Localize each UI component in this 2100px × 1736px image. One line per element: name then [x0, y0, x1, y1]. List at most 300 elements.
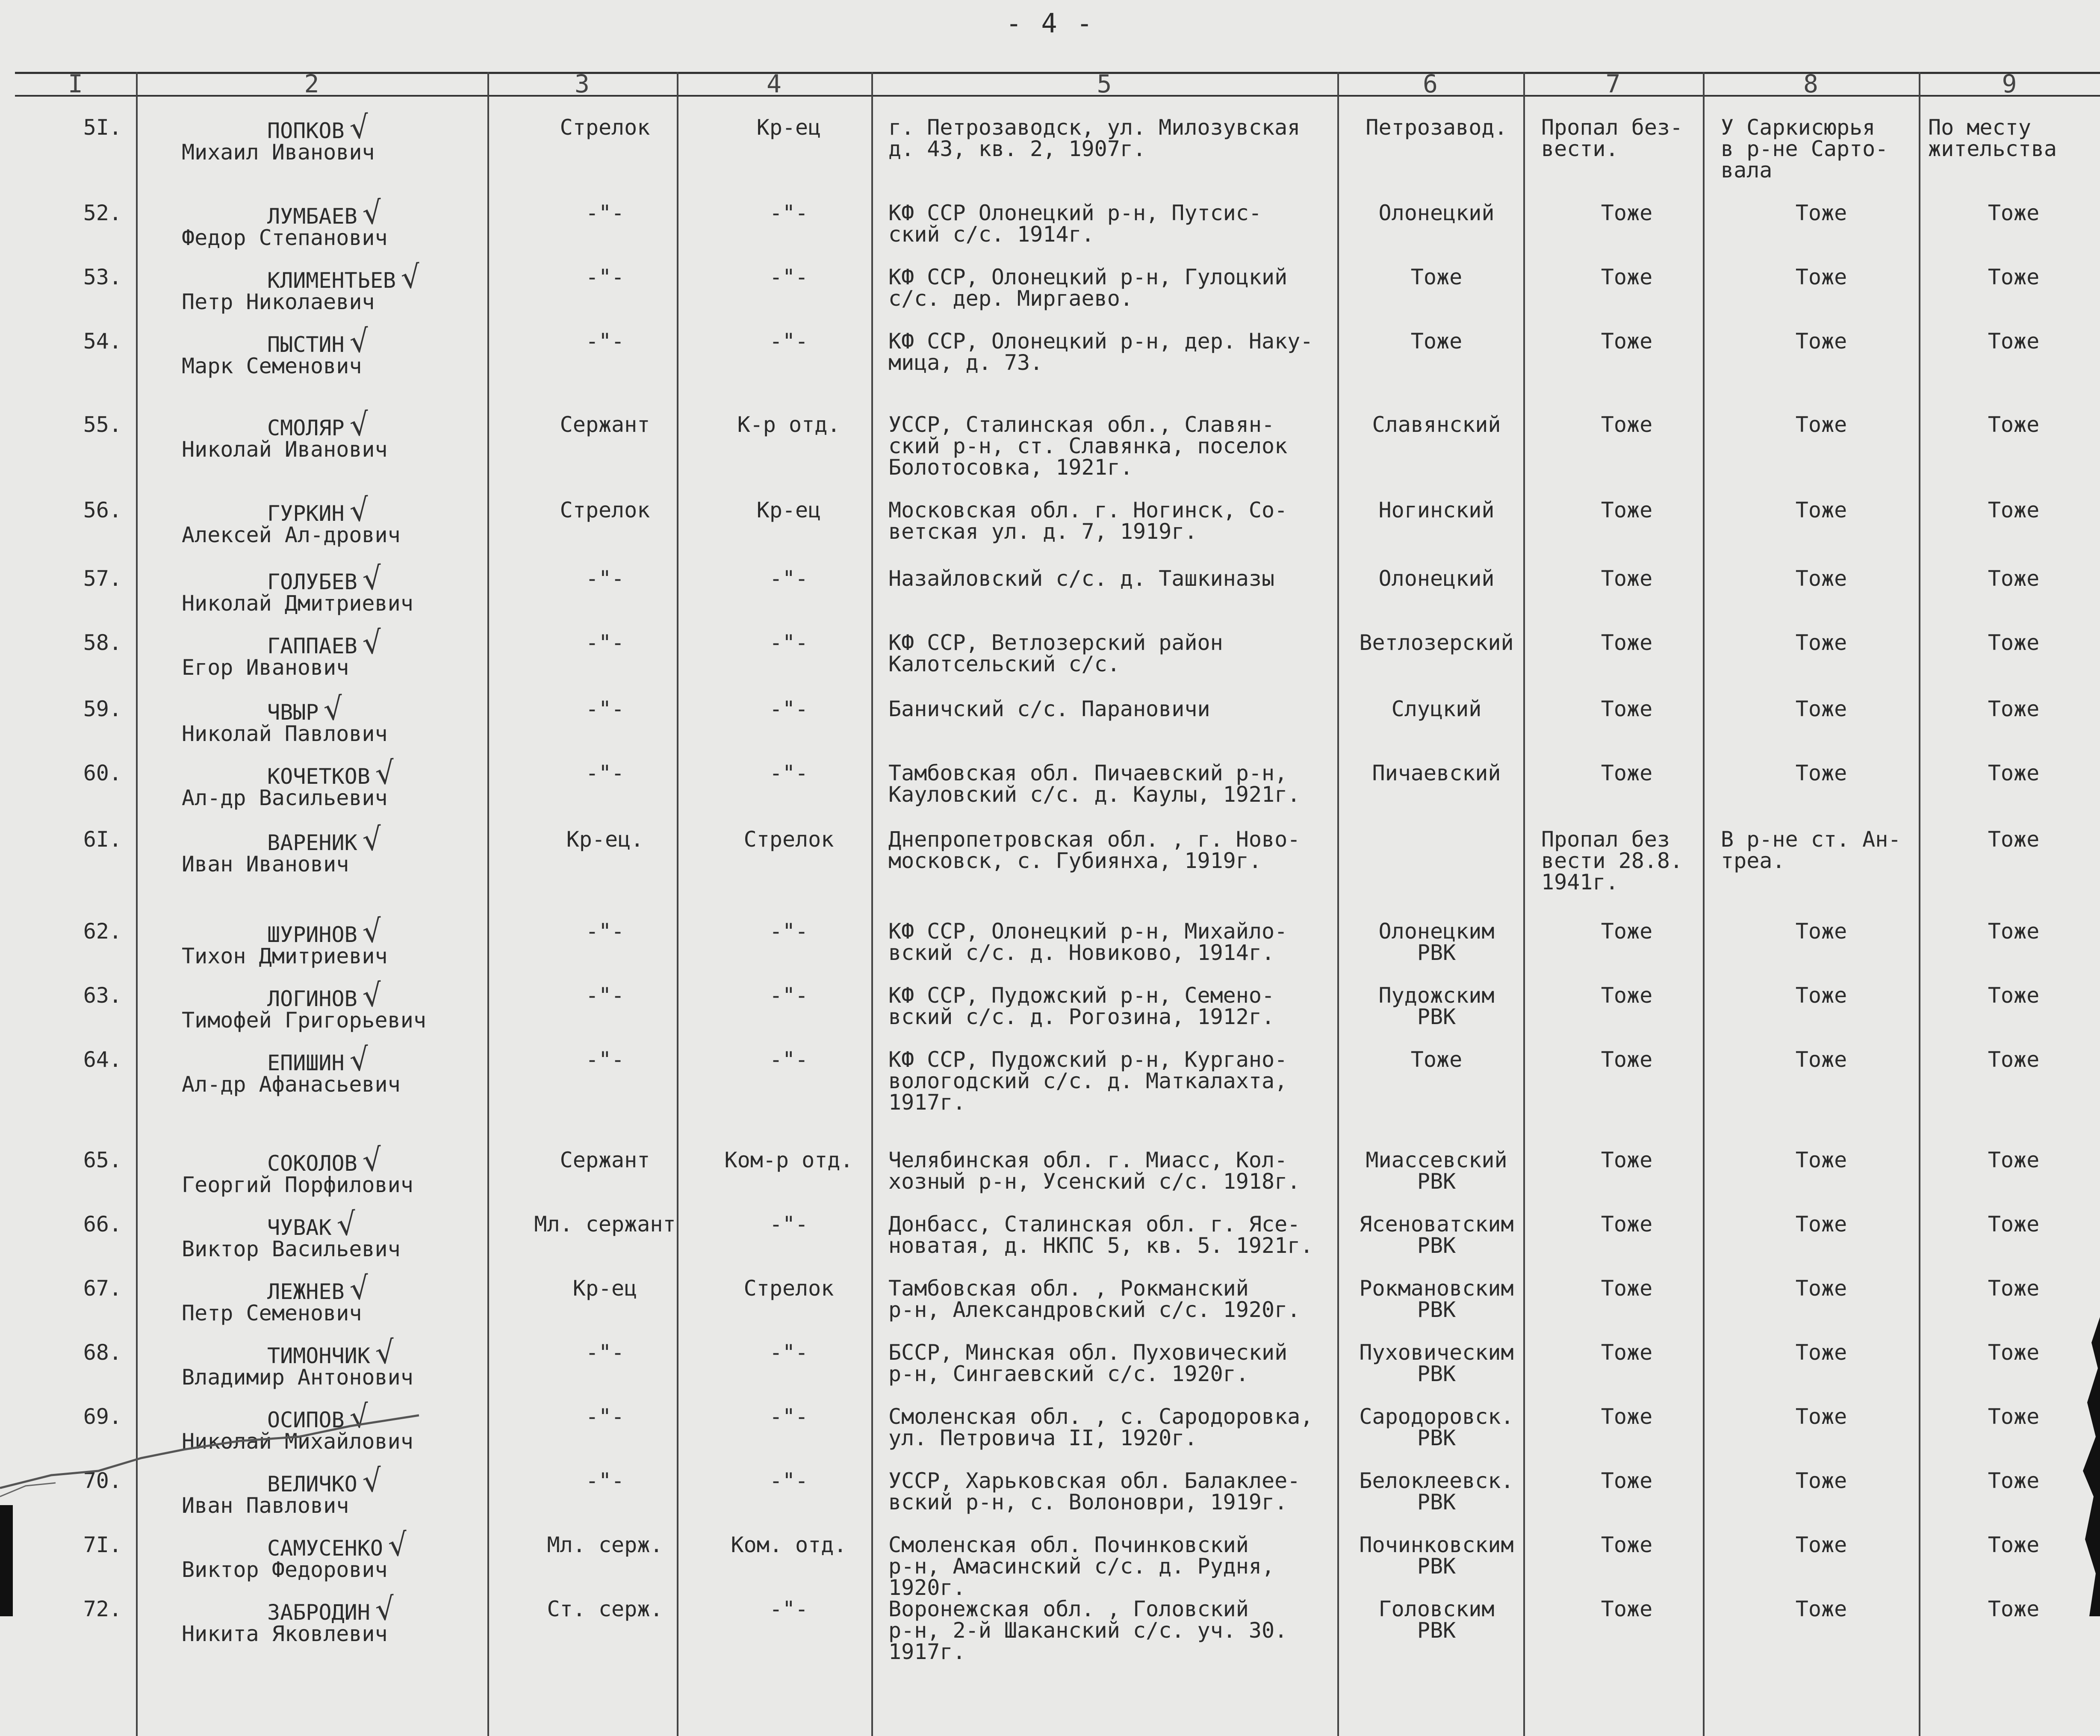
rank: -"- [585, 761, 625, 785]
notification [1928, 698, 2099, 720]
address [888, 698, 1331, 720]
position: -"- [769, 630, 808, 655]
text-line: Тоже [1795, 1212, 1847, 1237]
text-line: вологодский с/с. д. Маткалахта, [888, 1069, 1288, 1093]
text-line: Пичаевский [1372, 761, 1501, 785]
address [888, 499, 1331, 542]
surname [182, 912, 502, 951]
notification [1928, 331, 2099, 352]
text-line: Тоже [1795, 1532, 1847, 1557]
row-number: 59. [83, 697, 122, 721]
address [888, 331, 1331, 373]
surname-text: ЗАБРОДИН [267, 1600, 370, 1625]
text-line: Тоже [1988, 1468, 2040, 1493]
text-line: Тоже [1988, 566, 2040, 591]
column-divider [1337, 72, 1339, 1736]
text-line: Тоже [1601, 630, 1653, 655]
given-name: Георгий Порфилович [182, 1172, 413, 1197]
surname-text: САМУСЕНКО [267, 1536, 383, 1561]
text-line: Тоже [1795, 1340, 1847, 1365]
text-line: р-н, Амасинский с/с. д. Рудня, [888, 1554, 1275, 1579]
status [1541, 331, 1712, 352]
location-missing [1721, 1049, 1922, 1070]
status [1541, 266, 1712, 288]
text-line: Тоже [1988, 1597, 2040, 1621]
surname-text: КЛИМЕНТЬЕВ [267, 268, 396, 293]
text-line: Тоже [1795, 1148, 1847, 1172]
text-line: Тоже [1410, 1047, 1463, 1072]
location-missing [1721, 202, 1922, 224]
row-number: 53. [83, 265, 122, 289]
draft-office [1345, 202, 1528, 224]
notification [1928, 1049, 2099, 1070]
notification [1928, 1534, 2099, 1556]
surname [182, 1333, 502, 1372]
text-line: Пропал без- [1541, 115, 1683, 140]
location-missing [1721, 762, 1922, 784]
person-name [182, 559, 502, 616]
surname-text: ВЕЛИЧКО [267, 1472, 357, 1497]
position: -"- [769, 201, 808, 225]
text-line: Тоже [1988, 1047, 2040, 1072]
surname-text: ЧВЫР [267, 700, 319, 725]
text-line: Тоже [1795, 697, 1847, 721]
location-missing [1721, 1534, 1922, 1556]
rank: -"- [585, 329, 625, 354]
position: Ком-р отд. [724, 1148, 853, 1172]
address [888, 1534, 1331, 1598]
row-number: 52. [83, 201, 122, 225]
text-line: Тоже [1601, 1532, 1653, 1557]
text-line: РВК [1417, 1233, 1456, 1258]
location-missing [1721, 499, 1922, 521]
given-name: Ал-др Афанасьевич [182, 1072, 401, 1097]
status [1541, 1470, 1712, 1491]
text-line: КФ ССР Олонецкий р-н, Путсис- [888, 201, 1262, 225]
text-line: Калотсельский с/с. [888, 652, 1120, 676]
person-name [182, 1333, 502, 1390]
surname [182, 976, 502, 1015]
status [1541, 1213, 1712, 1235]
notification [1928, 632, 2099, 653]
checkmark-icon: √ [360, 623, 384, 662]
address [888, 1342, 1331, 1385]
status [1541, 1534, 1712, 1556]
text-line: с/с. дер. Миргаево. [888, 286, 1133, 311]
rank: -"- [585, 1404, 625, 1429]
position: -"- [769, 983, 808, 1008]
draft-office [1345, 331, 1528, 352]
text-line: вести. [1541, 136, 1619, 161]
column-number: 3 [575, 69, 590, 98]
surname-text: СМОЛЯР [267, 416, 345, 440]
position: -"- [769, 1597, 808, 1621]
draft-office [1345, 1278, 1528, 1320]
checkmark-icon: √ [360, 976, 384, 1015]
status [1541, 1342, 1712, 1363]
text-line: Тоже [1795, 1047, 1847, 1072]
location-missing [1721, 568, 1922, 589]
text-line: РВК [1417, 1169, 1456, 1194]
text-line: р-н, Александровский с/с. 1920г. [888, 1297, 1301, 1322]
draft-office [1345, 568, 1528, 589]
text-line: Ветлозерский [1359, 630, 1514, 655]
notification [1928, 117, 2099, 159]
text-line: Донбасс, Сталинская обл. г. Ясе- [888, 1212, 1301, 1237]
notification [1928, 499, 2099, 521]
text-line: Тоже [1988, 201, 2040, 225]
surname [182, 820, 502, 859]
text-line: Тоже [1601, 1340, 1653, 1365]
checkmark-icon: √ [386, 1526, 410, 1564]
draft-office [1345, 1342, 1528, 1385]
status [1541, 1149, 1712, 1171]
rank: -"- [585, 919, 625, 944]
position: Ком. отд. [731, 1532, 847, 1557]
column-number: 6 [1423, 69, 1438, 98]
rank: Сержант [560, 1148, 650, 1172]
row-number: 5I. [83, 115, 122, 140]
surname [182, 1269, 502, 1308]
text-line: Тоже [1601, 761, 1653, 785]
text-line: Тоже [1988, 412, 2040, 437]
row-number: 63. [83, 983, 122, 1008]
text-line: РВК [1417, 1361, 1456, 1386]
column-number: 2 [304, 69, 319, 98]
address [888, 1278, 1331, 1320]
text-line: РВК [1417, 1004, 1456, 1029]
address [888, 1213, 1331, 1256]
surname [182, 322, 502, 360]
draft-office [1345, 1470, 1528, 1513]
notification [1928, 1213, 2099, 1235]
status [1541, 921, 1712, 942]
text-line: Миассевский [1366, 1148, 1507, 1172]
surname-text: ТИМОНЧИК [267, 1343, 370, 1368]
text-line: Тоже [1601, 1047, 1653, 1072]
notification [1928, 1598, 2099, 1620]
text-line: хозный р-н, Усенский с/с. 1918г. [888, 1169, 1301, 1194]
status [1541, 1598, 1712, 1620]
surname [182, 559, 502, 598]
row-number: 6I. [83, 827, 122, 852]
text-line: Тоже [1988, 1404, 2040, 1429]
text-line: Тоже [1601, 983, 1653, 1008]
position: -"- [769, 1047, 808, 1072]
surname-text: ГАППАЕВ [267, 634, 357, 658]
draft-office [1345, 414, 1528, 435]
given-name: Виктор Федорович [182, 1557, 388, 1582]
notification [1928, 1406, 2099, 1427]
position: -"- [769, 919, 808, 944]
surname [182, 194, 502, 232]
surname [182, 405, 502, 444]
given-name: Егор Иванович [182, 655, 349, 680]
surname [182, 1590, 502, 1628]
person-name [182, 1141, 502, 1197]
notification [1928, 414, 2099, 435]
text-line: Московская обл. г. Ногинск, Со- [888, 498, 1288, 523]
column-number: I [68, 69, 83, 98]
text-line: Тоже [1795, 566, 1847, 591]
location-missing [1721, 698, 1922, 720]
position: -"- [769, 1340, 808, 1365]
text-line: Ногинский [1378, 498, 1495, 523]
column-number: 7 [1605, 69, 1621, 98]
rank: -"- [585, 265, 625, 289]
person-name [182, 1526, 502, 1582]
status [1541, 1278, 1712, 1299]
checkmark-icon: √ [335, 1205, 358, 1243]
text-line: Тоже [1601, 201, 1653, 225]
status [1541, 568, 1712, 589]
text-line: Тоже [1795, 265, 1847, 289]
position: -"- [769, 329, 808, 354]
row-number: 72. [83, 1597, 122, 1621]
person-name [182, 1205, 502, 1261]
text-line: р-н, 2-й Шаканский с/с. уч. 30. [888, 1618, 1288, 1643]
text-line: Тоже [1601, 1404, 1653, 1429]
location-missing [1721, 331, 1922, 352]
text-line: КФ ССР, Пудожский р-н, Семено- [888, 983, 1275, 1008]
draft-office [1345, 698, 1528, 720]
person-name [182, 405, 502, 462]
text-line: КФ ССР, Олонецкий р-н, Михайло- [888, 919, 1288, 944]
text-line: Слуцкий [1391, 697, 1482, 721]
rank: Стрелок [560, 115, 650, 140]
notification [1928, 202, 2099, 224]
given-name: Владимир Антонович [182, 1365, 413, 1390]
given-name: Марк Семенович [182, 354, 362, 378]
position: Стрелок [743, 1276, 834, 1301]
text-line: московск, с. Губиянха, 1919г. [888, 848, 1262, 873]
text-line: У Саркисюрья [1721, 115, 1876, 140]
given-name: Виктор Васильевич [182, 1237, 401, 1261]
column-number: 9 [2002, 69, 2017, 98]
person-name [182, 754, 502, 810]
row-number: 60. [83, 761, 122, 785]
text-line: Тоже [1601, 1597, 1653, 1621]
draft-office [1345, 1406, 1528, 1449]
given-name: Ал-др Васильевич [182, 785, 388, 810]
address [888, 1598, 1331, 1662]
location-missing [1721, 1598, 1922, 1620]
text-line: ветская ул. д. 7, 1919г. [888, 519, 1197, 544]
text-line: Тоже [1795, 1468, 1847, 1493]
address [888, 1049, 1331, 1113]
text-line: Тоже [1601, 1148, 1653, 1172]
text-line: мица, д. 73. [888, 350, 1043, 375]
position: -"- [769, 1468, 808, 1493]
text-line: Тамбовская обл. , Рокманский [888, 1276, 1249, 1301]
checkmark-icon: √ [348, 108, 371, 147]
text-line: вести 28.8. [1541, 848, 1683, 873]
rank: Кр-ец [572, 1276, 637, 1301]
position: Стрелок [743, 827, 834, 852]
text-line: в р-не Сарто- [1721, 136, 1888, 161]
text-line: Тоже [1988, 265, 2040, 289]
text-line: ский р-н, ст. Славянка, поселок [888, 434, 1288, 458]
surname-text: ГУРКИН [267, 501, 345, 526]
text-line: Пуховическим [1359, 1340, 1514, 1365]
status [1541, 1406, 1712, 1427]
checkmark-icon: √ [373, 1590, 397, 1628]
text-line: Тоже [1795, 498, 1847, 523]
person-name [182, 976, 502, 1033]
surname-text: ЕПИШИН [267, 1051, 345, 1075]
row-number: 70. [83, 1468, 122, 1493]
text-line: Тоже [1988, 1148, 2040, 1172]
text-line: КФ ССР, Олонецкий р-н, дер. Наку- [888, 329, 1313, 354]
text-line: Тоже [1795, 919, 1847, 944]
rank: Кр-ец. [566, 827, 644, 852]
checkmark-icon: √ [360, 912, 384, 951]
draft-office [1345, 266, 1528, 288]
text-line: ул. Петровича II, 1920г. [888, 1426, 1197, 1450]
draft-office [1345, 117, 1528, 138]
address [888, 762, 1331, 805]
text-line: Тоже [1601, 412, 1653, 437]
surname-text: КОЧЕТКОВ [267, 764, 370, 789]
text-line: Славянский [1372, 412, 1501, 437]
address [888, 202, 1331, 245]
location-missing [1721, 1342, 1922, 1363]
position: К-р отд. [737, 412, 841, 437]
surname [182, 1526, 502, 1564]
text-line: Тоже [1601, 1212, 1653, 1237]
surname-text: ЛЕЖНЕВ [267, 1279, 345, 1304]
row-number: 55. [83, 412, 122, 437]
text-line: Назайловский с/с. д. Ташкиназы [888, 566, 1275, 591]
column-number: 5 [1097, 69, 1112, 98]
text-line: вала [1721, 158, 1773, 183]
text-line: вский с/с. д. Рогозина, 1912г. [888, 1004, 1275, 1029]
text-line: г. Петрозаводск, ул. Милозувская [888, 115, 1301, 140]
text-line: Тоже [1795, 1404, 1847, 1429]
address [888, 1149, 1331, 1192]
page-number: - 4 - [1006, 8, 1094, 39]
surname [182, 108, 502, 147]
rank: -"- [585, 1468, 625, 1493]
text-line: РВК [1417, 1618, 1456, 1643]
text-line: вский р-н, с. Волоноври, 1919г. [888, 1490, 1288, 1515]
person-name [182, 1590, 502, 1646]
checkmark-icon: √ [348, 1397, 371, 1436]
address [888, 266, 1331, 309]
address [888, 414, 1331, 478]
text-line: Тоже [1795, 1276, 1847, 1301]
rank: Сержант [560, 412, 650, 437]
given-name: Михаил Иванович [182, 140, 375, 165]
row-number: 62. [83, 919, 122, 944]
draft-office [1345, 921, 1528, 963]
given-name: Петр Николаевич [182, 289, 375, 314]
checkmark-icon: √ [348, 405, 371, 444]
text-line: Головским [1378, 1597, 1495, 1621]
text-line: Петрозавод. [1366, 115, 1507, 140]
surname [182, 258, 502, 296]
text-line: ский с/с. 1914г. [888, 222, 1094, 247]
text-line: РВК [1417, 1297, 1456, 1322]
text-line: Олонецким [1378, 919, 1495, 944]
text-line: БССР, Минская обл. Пуховический [888, 1340, 1288, 1365]
surname-text: ГОЛУБЕВ [267, 570, 357, 594]
checkmark-icon: √ [360, 559, 384, 598]
text-line: Тоже [1988, 1532, 2040, 1557]
person-name [182, 322, 502, 378]
status [1541, 1049, 1712, 1070]
notification [1928, 921, 2099, 942]
surname-text: ОСИПОВ [267, 1408, 345, 1432]
text-line: РВК [1417, 1490, 1456, 1515]
checkmark-icon: √ [360, 194, 384, 232]
text-line: Тоже [1795, 412, 1847, 437]
status [1541, 202, 1712, 224]
given-name: Иван Павлович [182, 1493, 349, 1518]
location-missing [1721, 1278, 1922, 1299]
notification [1928, 985, 2099, 1006]
text-line: Тоже [1601, 329, 1653, 354]
given-name: Николай Михайлович [182, 1429, 413, 1454]
text-line: Днепропетровская обл. , г. Ново- [888, 827, 1301, 852]
text-line: 1917г. [888, 1090, 966, 1115]
notification [1928, 1149, 2099, 1171]
text-line: Сародоровск. [1359, 1404, 1514, 1429]
person-name [182, 623, 502, 680]
surname [182, 1040, 502, 1079]
text-line: Тоже [1795, 329, 1847, 354]
text-line: Тоже [1988, 827, 2040, 852]
rank: -"- [585, 566, 625, 591]
rank: Мл. серж. [547, 1532, 663, 1557]
text-line: р-н, Сингаевский с/с. 1920г. [888, 1361, 1249, 1386]
checkmark-icon: √ [348, 322, 371, 360]
person-name [182, 108, 502, 165]
header-rule [15, 95, 2100, 97]
given-name: Николай Дмитриевич [182, 591, 413, 616]
row-number: 58. [83, 630, 122, 655]
text-line: Тоже [1988, 919, 2040, 944]
checkmark-icon: √ [360, 1141, 384, 1179]
address [888, 985, 1331, 1027]
draft-office [1345, 1598, 1528, 1641]
rank: -"- [585, 630, 625, 655]
text-line: Баничский с/с. Парановичи [888, 697, 1210, 721]
person-name [182, 912, 502, 968]
text-line: Тоже [1601, 1276, 1653, 1301]
given-name: Никита Яковлевич [182, 1621, 388, 1646]
text-line: 1920г. [888, 1575, 966, 1600]
surname-text: ПЫСТИН [267, 332, 345, 357]
notification [1928, 762, 2099, 784]
draft-office [1345, 985, 1528, 1027]
text-line: Пропал без [1541, 827, 1670, 852]
surname [182, 690, 502, 728]
surname-text: ШУРИНОВ [267, 922, 357, 947]
text-line: Рокмановским [1359, 1276, 1514, 1301]
surname-text: ПОПКОВ [267, 118, 345, 143]
text-line: Тоже [1410, 265, 1463, 289]
text-line: УССР, Харьковская обл. Балаклее- [888, 1468, 1301, 1493]
paper-edge [2074, 1317, 2100, 1616]
row-number: 57. [83, 566, 122, 591]
text-line: 1941г. [1541, 870, 1619, 895]
text-line: вский с/с. д. Новиково, 1914г. [888, 940, 1275, 965]
status [1541, 985, 1712, 1006]
text-line: Пудожским [1378, 983, 1495, 1008]
person-name [182, 258, 502, 314]
checkmark-icon: √ [322, 690, 345, 728]
